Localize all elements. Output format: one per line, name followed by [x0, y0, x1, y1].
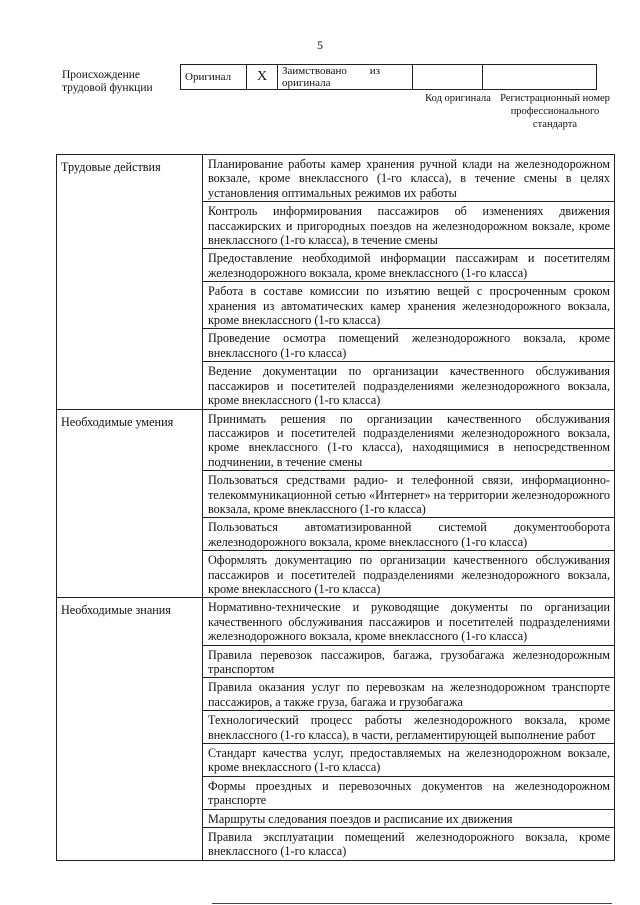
- section-item: Маршруты следования поездов и расписание их движения: [203, 809, 615, 827]
- section-item: Формы проездных и перевозочных документов на железнодорожном транспорте: [203, 776, 615, 809]
- table-row: [57, 598, 615, 645]
- original-cell: Оригинал: [181, 65, 247, 90]
- section-item: Предоставление необходимой информации пассажирам и посетителям железнодорожного вокзала, кроме внеклассного (1-го класса): [203, 249, 615, 282]
- page-number: 5: [317, 38, 323, 52]
- section-item: Стандарт качества услуг, предоставляемых на железнодорожном вокзале, кроме внеклассного (1-го класса): [203, 744, 615, 777]
- code-cell: [413, 65, 483, 90]
- origin-label: Происхождение трудовой функции: [62, 69, 153, 94]
- borrowed-cell: [278, 65, 413, 90]
- section-item: Оформлять документацию по организации качественного обслуживания пассажиров и посетителей подразделениями железнодорожного вокзала, кроме внеклассного (1-го класса): [203, 551, 615, 598]
- section-item: Правила эксплуатации помещений железнодорожного вокзала, кроме внеклассного (1-го класса): [203, 828, 615, 861]
- section-item: Технологический процесс работы железнодорожного вокзала, кроме внеклассного (1-го класса), в части, регламентирующей выполнение работ: [203, 711, 615, 744]
- bottom-rule: [212, 903, 612, 904]
- section-heading: Трудовые действия: [57, 155, 203, 410]
- section-item: Проведение осмотра помещений железнодорожного вокзала, кроме внеклассного (1-го класса): [203, 329, 615, 362]
- section-item: Нормативно-технические и руководящие документы по организации качественного обслуживания пассажиров и посетителей подразделениями железнодорожного вокзала, кроме внеклассного (1-го класса): [203, 598, 615, 645]
- borrowed-original-label: оригинала: [282, 77, 331, 89]
- section-item: Ведение документации по организации качественного обслуживания пассажиров и посетителей подразделениями железнодорожного вокзала, кроме внеклассного (1-го класса): [203, 362, 615, 409]
- table-row: [57, 155, 615, 202]
- section-item: Пользоваться средствами радио- и телефонной связи, информационно-телекоммуникационной сетью «Интернет» на территории железнодорожного вокзала, кроме внеклассного (1-го класса): [203, 471, 615, 518]
- reg-number-cell: [483, 65, 597, 90]
- functions-table: [56, 154, 615, 861]
- borrowed-from-label: из: [369, 65, 380, 77]
- section-item: Принимать решения по организации качественного обслуживания пассажиров и посетителей подразделениями железнодорожного вокзала, кроме внеклассного (1-го класса), находящимися в непосредственном подчинении, в течение смены: [203, 409, 615, 471]
- section-heading: Необходимые умения: [57, 409, 203, 598]
- section-item: Планирование работы камер хранения ручной клади на железнодорожном вокзале, кроме внеклассного (1-го класса), в течение смены в целях установления оптимальных режимов их работы: [203, 155, 615, 202]
- reg-number-caption: Регистрационный номер профессионального стандарта: [500, 93, 610, 130]
- section-item: Правила перевозок пассажиров, багажа, грузобагажа железнодорожным транспортом: [203, 645, 615, 678]
- section-heading: Необходимые знания: [57, 598, 203, 861]
- code-caption: Код оригинала: [425, 93, 491, 104]
- borrowed-label: Заимствовано: [282, 65, 347, 77]
- table-row: [57, 409, 615, 471]
- section-item: Правила оказания услуг по перевозкам на железнодорожном транспорте пассажиров, а также груза, багажа и грузобагажа: [203, 678, 615, 711]
- origin-table: [180, 64, 597, 90]
- section-item: Пользоваться автоматизированной системой документооборота железнодорожного вокзала, кроме внеклассного (1-го класса): [203, 518, 615, 551]
- section-item: Контроль информирования пассажиров об изменениях движения пассажирских и пригородных поездов на железнодорожном вокзале, кроме внеклассного (1-го класса), в течение смены: [203, 202, 615, 249]
- section-item: Работа в составе комиссии по изъятию вещей с просроченным сроком хранения из автоматических камер хранения железнодорожного вокзала, кроме внеклассного (1-го класса): [203, 282, 615, 329]
- original-mark: X: [247, 65, 278, 90]
